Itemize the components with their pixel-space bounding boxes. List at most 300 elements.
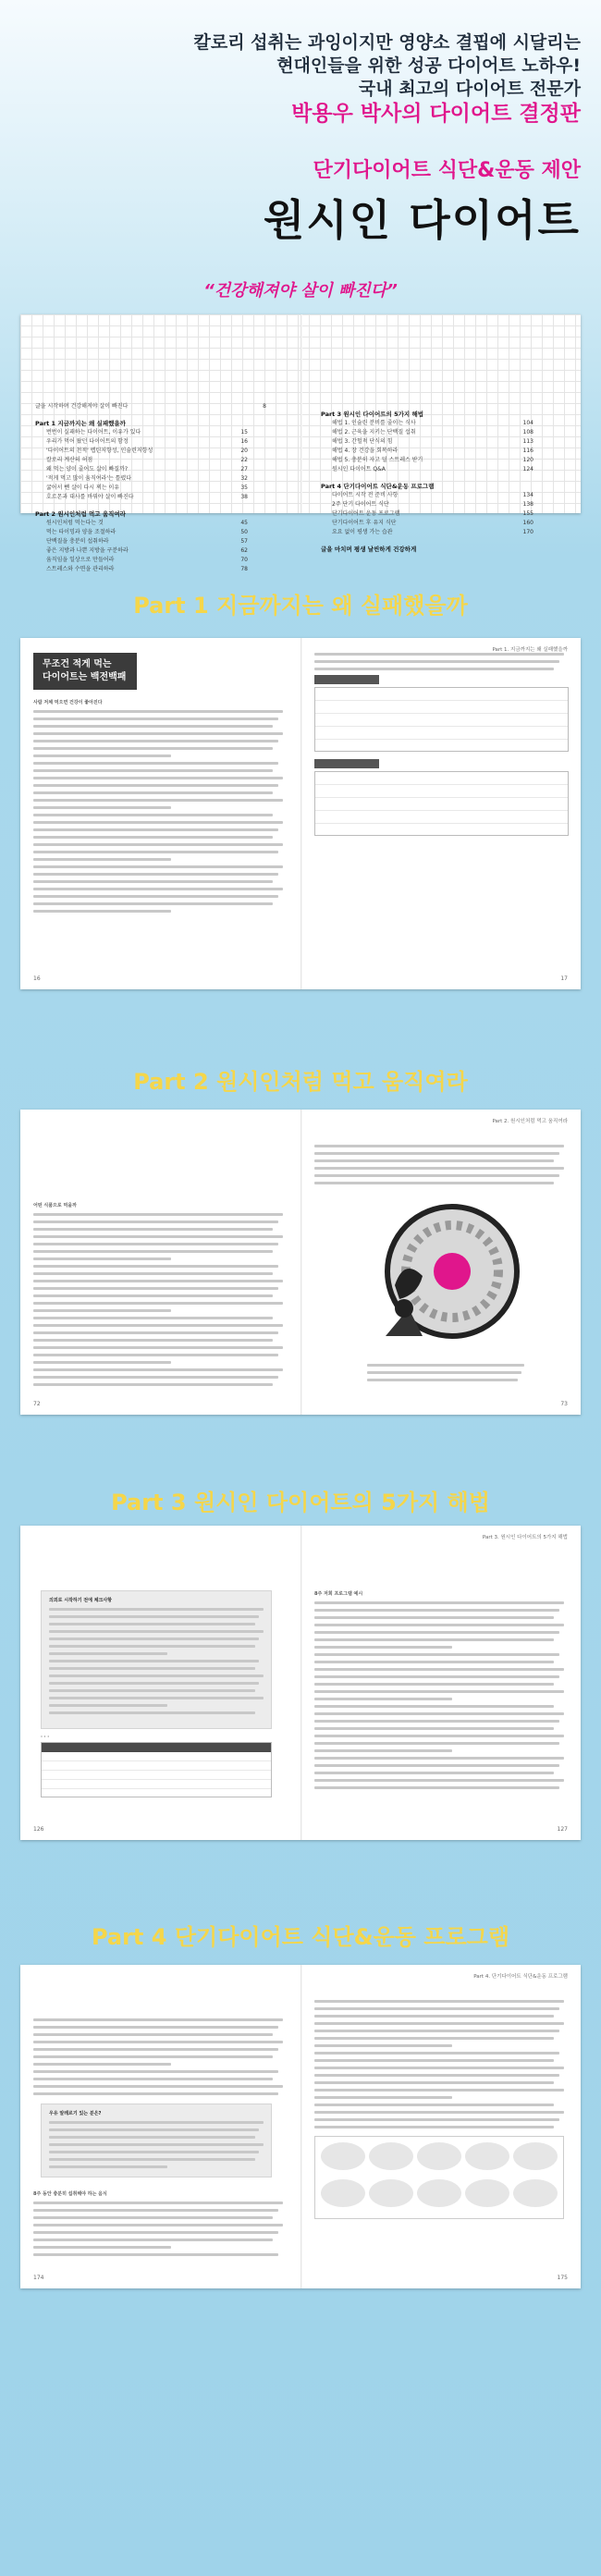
text-line: [33, 1317, 273, 1319]
text-line: [314, 1727, 554, 1730]
text-line: [314, 1145, 564, 1147]
page-number-right: 73: [560, 1401, 568, 1407]
text-line: [33, 2202, 283, 2204]
text-line: [33, 2253, 278, 2256]
table-body: [41, 1742, 272, 1797]
text-line: [314, 2044, 452, 2047]
text-line: [33, 1309, 171, 1312]
toc-entry: [321, 519, 534, 528]
food-icon: [417, 2179, 461, 2207]
text-line: [33, 2070, 278, 2073]
toc-entry-page: 108: [522, 429, 534, 435]
spread-4-left-text-bottom: [33, 2202, 283, 2261]
toc-entry-title: 해법 5. 충분히 자고 덜 스트레스 받기: [332, 457, 423, 463]
text-line: [33, 821, 283, 824]
part-2-label: Part 2: [133, 1069, 209, 1095]
toc-entry-title: 해법 2. 근육을 지키는 단백질 섭취: [332, 429, 416, 435]
text-line: [314, 1742, 559, 1745]
toc-entry: [35, 537, 248, 546]
text-line: [33, 2246, 171, 2249]
part-4-label: Part 4: [91, 1924, 167, 1950]
toc-entry-page: 78: [240, 566, 248, 572]
page-fold: [300, 1526, 302, 1840]
text-line: [49, 1630, 264, 1633]
spread-4-allergy-box: [41, 2104, 272, 2177]
text-line: [33, 2033, 273, 2036]
spread-1-banner: 무조건 적게 먹는 다이어트는 백전백패: [33, 653, 137, 690]
text-line: [33, 754, 171, 757]
text-line: [314, 2096, 452, 2099]
toc-sheet: [20, 314, 581, 572]
toc-entry: [321, 528, 534, 537]
text-line: [33, 888, 283, 890]
spread-4-runhead: Part 4. 단기다이어트 식단&운동 프로그램: [473, 1974, 568, 1980]
text-line: [49, 1689, 255, 1692]
toc-intro-title: 글을 시작하며 건강해져야 살이 빠진다: [35, 403, 129, 410]
text-line: [314, 1653, 559, 1656]
text-line: [314, 1698, 452, 1700]
text-line: [33, 1354, 278, 1356]
text-line: [367, 1379, 518, 1381]
text-line: [314, 1735, 564, 1737]
text-line: [33, 1383, 273, 1386]
text-line: [33, 1368, 283, 1371]
spread-2-left-text: [33, 1213, 283, 1391]
text-line: [33, 2239, 273, 2241]
table-block-1: [314, 687, 569, 752]
toc-entry-page: 124: [522, 466, 534, 472]
text-line: [314, 1749, 452, 1752]
allergy-box-title: 우유 알레르기 있는 분은?: [49, 2111, 102, 2116]
text-line: [33, 2041, 283, 2043]
spread-1-chart-table: [314, 675, 569, 841]
text-line: [33, 1324, 283, 1327]
text-line: [33, 1361, 171, 1364]
food-icon: [465, 2179, 509, 2207]
part-3-heading: [0, 1484, 601, 1516]
text-line: [314, 1764, 559, 1767]
toc-entry-title: 원시인처럼 먹는다는 것: [46, 520, 104, 526]
text-line: [314, 1683, 554, 1686]
part-2-heading: [0, 1063, 601, 1096]
text-line: [33, 806, 171, 809]
toc-entry: [35, 447, 248, 456]
part-2-title: 원시인처럼 먹고 움직여라: [216, 1069, 468, 1095]
toc-entry-title: 2주 단기 다이어트 식단: [332, 501, 389, 508]
text-line: [314, 1786, 559, 1789]
toc-entry: [35, 565, 248, 574]
spread-2: [20, 1110, 581, 1415]
spread-4-subheading: 8주 동안 충분히 섭취해야 하는 음식: [33, 2191, 107, 2197]
hero-section: [0, 0, 601, 277]
part-1-label: Part 1: [133, 593, 209, 619]
toc-entry-page: 62: [240, 547, 248, 554]
toc-entry-page: 113: [522, 438, 534, 445]
text-line: [33, 2078, 273, 2080]
text-line: [33, 1294, 273, 1297]
food-icon-grid: [314, 2136, 564, 2219]
food-icon: [321, 2142, 365, 2170]
text-line: [33, 902, 273, 905]
text-line: [314, 1705, 554, 1708]
hero-subtitle: 단기다이어트 식단&운동 제안: [313, 159, 581, 182]
page-number-right: 17: [560, 975, 568, 982]
toc-intro: [35, 402, 266, 411]
spread-1: [20, 638, 581, 989]
text-line: [33, 873, 278, 876]
toc-entry: [321, 437, 534, 447]
toc-entry-title: '다이어트의 천적' 렙틴저항성, 인슐린저항성: [46, 448, 153, 454]
toc-part-heading: Part 1 지금까지는 왜 실패했을까: [35, 420, 126, 427]
spread-3-checklist-box: [41, 1590, 272, 1729]
page-number-left: 174: [33, 2275, 44, 2281]
toc-entry: [321, 456, 534, 465]
toc-entry: [35, 519, 248, 528]
toc-entry-page: 35: [240, 485, 248, 491]
text-line: [33, 718, 278, 720]
toc-entry-page: 22: [240, 457, 248, 463]
text-line: [33, 762, 278, 765]
spread-3-right-text: [314, 1601, 564, 1794]
food-icon: [513, 2142, 558, 2170]
toc-entry-title: 단백질을 충분히 섭취하라: [46, 538, 109, 545]
text-line: [33, 858, 171, 861]
toc-entry: [35, 546, 248, 556]
text-line: [314, 2074, 559, 2077]
page-fold: [300, 1110, 302, 1415]
text-line: [314, 1675, 559, 1678]
text-line: [314, 2081, 554, 2084]
text-line: [33, 2224, 283, 2226]
text-line: [314, 2104, 554, 2106]
toc-entry-page: 120: [522, 457, 534, 463]
toc-entry-page: 27: [240, 466, 248, 472]
text-line: [33, 2216, 273, 2219]
toc-right-list: [321, 410, 570, 554]
text-line: [33, 2092, 278, 2095]
text-line: [33, 1257, 171, 1260]
spread-1-left-text: [33, 710, 283, 917]
food-icon: [513, 2179, 558, 2207]
toc-entry-title: 해법 3. 간헐적 단식의 힘: [332, 438, 393, 445]
page-number-left: 16: [33, 975, 41, 982]
hero-line-1: 칼로리 섭취는 과잉이지만 영양소 결핍에 시달리는: [193, 32, 581, 53]
text-line: [49, 1697, 264, 1699]
text-line: [314, 2030, 559, 2032]
toc-entry-page: 116: [522, 448, 534, 454]
toc-entry: [35, 493, 248, 502]
text-line: [314, 2111, 564, 2114]
text-line: [314, 2067, 564, 2069]
toc-entry-title: 왜 먹는 양이 줄어도 살이 빠질까?: [46, 466, 129, 472]
text-line: [33, 1302, 283, 1305]
toc-entry-page: 70: [240, 557, 248, 563]
text-line: [33, 1243, 278, 1245]
text-line: [33, 2018, 283, 2021]
text-line: [314, 1631, 559, 1634]
text-line: [314, 1638, 554, 1641]
text-line: [49, 1623, 255, 1625]
hamster-wheel-illustration: [367, 1197, 524, 1355]
text-line: [49, 1660, 259, 1662]
text-line: [33, 851, 278, 853]
allergy-box-text: [49, 2121, 264, 2173]
text-line: [33, 910, 171, 913]
text-line: [314, 653, 564, 656]
text-line: [314, 1646, 452, 1649]
toc-entry-page: 20: [240, 448, 248, 454]
text-line: [49, 1682, 259, 1685]
page-fold: [300, 638, 302, 989]
hero-quote: “건강해져야 살이 빠진다”: [203, 281, 398, 301]
toc-entry: [35, 474, 248, 484]
text-line: [33, 1213, 283, 1216]
text-line: [49, 2121, 264, 2124]
toc-entry-title: 호르몬과 대사를 바꿔야 살이 빠진다: [46, 494, 134, 500]
text-line: [314, 2037, 554, 2040]
toc-entry-page: 155: [522, 510, 534, 517]
page-number-right: 175: [557, 2275, 568, 2281]
text-line: [49, 1667, 255, 1670]
text-line: [314, 1712, 564, 1715]
spread-2-caption: [367, 1364, 524, 1386]
toc-entry-title: 단기다이어트 운동 프로그램: [332, 510, 400, 517]
text-line: [33, 1235, 283, 1238]
text-line: [314, 2118, 559, 2121]
spread-3: [20, 1526, 581, 1840]
text-line: [33, 814, 273, 816]
toc-entry: [35, 556, 248, 565]
part-4-title: 단기다이어트 식단&운동 프로그램: [174, 1924, 510, 1950]
toc-entry-page: 170: [522, 529, 534, 535]
text-line: [314, 1152, 559, 1155]
page-fold: [300, 314, 302, 513]
toc-part-heading: 글을 마치며 평생 날씬하게 건강하게: [321, 546, 417, 553]
text-line: [314, 1757, 564, 1760]
toc-entry-page: 15: [240, 429, 248, 435]
toc-entry: [321, 428, 534, 437]
text-line: [49, 1711, 255, 1714]
food-icon: [369, 2179, 413, 2207]
text-line: [33, 1339, 273, 1342]
text-line: [314, 1616, 554, 1619]
toc-entry-title: 해법 1. 인슐린 분비를 줄이는 식사: [332, 420, 416, 426]
text-line: [314, 660, 559, 663]
text-line: [33, 1280, 283, 1282]
text-line: [33, 2055, 273, 2058]
table-tag: · · ·: [41, 1735, 50, 1740]
toc-intro-page: 8: [263, 403, 266, 410]
toc-entry-title: 번번이 실패하는 다이어트, 이유가 있다: [46, 429, 141, 435]
spread-3-subheading: 8주 저희 프로그램 예시: [314, 1591, 363, 1597]
toc-entry: [35, 528, 248, 537]
text-line: [314, 2059, 554, 2062]
toc-entry-title: 우리가 먹어 왔던 다이어트의 함정: [46, 438, 129, 445]
text-line: [33, 725, 273, 728]
toc-entry: [321, 500, 534, 509]
toc-entry-title: 굶어서 뺀 살이 다시 찌는 이유: [46, 485, 120, 491]
spread-2-subheading: 어떤 식품으로 먹을까: [33, 1203, 77, 1208]
text-line: [314, 1609, 559, 1612]
toc-part-heading: Part 3 원시인 다이어트의 5가지 해법: [321, 411, 423, 418]
text-line: [33, 1265, 278, 1268]
text-line: [33, 732, 283, 735]
text-line: [33, 2209, 278, 2212]
hero-title: 원시인 다이어트: [263, 195, 581, 245]
text-line: [33, 2026, 278, 2029]
text-line: [33, 1346, 283, 1349]
toc-entry-title: 다이어트 시작 전 준비 사항: [332, 492, 399, 498]
toc-entry-title: '적게 먹고 많이 움직여라'는 틀렸다: [46, 475, 132, 482]
text-line: [49, 2158, 255, 2161]
text-line: [314, 2000, 564, 2003]
text-line: [33, 777, 283, 779]
text-line: [314, 2007, 559, 2010]
part-3-title: 원시인 다이어트의 5가지 해법: [193, 1490, 490, 1515]
text-line: [33, 2048, 278, 2051]
toc-entry-page: 134: [522, 492, 534, 498]
text-line: [33, 895, 278, 898]
toc-entry-page: 138: [522, 501, 534, 508]
spread-1-right-text: [314, 653, 564, 675]
text-line: [367, 1371, 521, 1374]
toc-entry-page: 57: [240, 538, 248, 545]
checklist-box-text: [49, 1608, 264, 1719]
toc-entry: [321, 419, 534, 428]
text-line: [367, 1364, 524, 1367]
toc-entry: [35, 484, 248, 493]
toc-entry-page: 160: [522, 520, 534, 526]
text-line: [314, 2126, 554, 2128]
page-fold: [300, 1965, 302, 2288]
text-line: [49, 1674, 264, 1677]
text-line: [49, 2128, 259, 2131]
toc-left: [35, 402, 285, 574]
text-line: [314, 2022, 564, 2025]
text-line: [49, 1615, 259, 1618]
toc-part-heading: Part 2 원시인처럼 먹고 움직여라: [35, 510, 126, 518]
toc-left-list: [35, 419, 285, 574]
text-line: [314, 2089, 564, 2091]
checklist-box-title: 의외로 시작하기 전에 체크사항: [49, 1598, 113, 1603]
toc-entry: [321, 509, 534, 519]
hero-line-3: 국내 최고의 다이어트 전문가: [358, 79, 581, 99]
spread-2-runhead: Part 2. 원시인처럼 먹고 움직여라: [492, 1119, 568, 1124]
text-line: [49, 2136, 255, 2139]
toc-entry: [321, 465, 534, 474]
toc-entry: [35, 437, 248, 447]
text-line: [49, 1645, 255, 1648]
text-line: [33, 2063, 171, 2066]
spread-3-runhead: Part 3. 원시인 다이어트의 5가지 해법: [482, 1535, 568, 1540]
toc-entry-page: 45: [240, 520, 248, 526]
text-line: [33, 1331, 278, 1334]
text-line: [33, 791, 273, 794]
food-icon: [369, 2142, 413, 2170]
text-line: [314, 1159, 554, 1162]
text-line: [33, 710, 283, 713]
text-line: [33, 2231, 278, 2234]
table-header-tag: [314, 675, 379, 684]
part-4-heading: [0, 1919, 601, 1951]
text-line: [314, 2015, 554, 2018]
food-icon: [417, 2142, 461, 2170]
text-line: [33, 747, 273, 750]
text-line: [49, 2151, 259, 2153]
text-line: [314, 1601, 564, 1604]
text-line: [33, 1221, 278, 1223]
toc-entry: [35, 456, 248, 465]
text-line: [49, 2165, 167, 2168]
text-line: [314, 668, 554, 670]
toc-right: [321, 402, 570, 554]
text-line: [314, 2052, 559, 2055]
spread-2-right-text: [314, 1145, 564, 1189]
spread-1-subheading: 사람 저체 먹으면 건강이 좋아진다: [33, 700, 103, 705]
toc-part-heading: Part 4 단기다이어트 식단&운동 프로그램: [321, 483, 435, 490]
text-line: [33, 828, 278, 831]
text-line: [33, 880, 273, 883]
page-number-left: 72: [33, 1401, 41, 1407]
toc-entry-title: 좋은 지방과 나쁜 지방을 구분하라: [46, 547, 129, 554]
hero-line-2: 현대인들을 위한 성공 다이어트 노하우!: [276, 55, 581, 76]
toc-entry-title: 스트레스와 수면을 관리하라: [46, 566, 115, 572]
table-header-tag: [314, 759, 379, 768]
toc-entry-title: 움직임을 일상으로 만들어라: [46, 557, 115, 563]
toc-entry: [35, 428, 248, 437]
text-line: [33, 799, 283, 802]
text-line: [314, 1668, 564, 1671]
text-line: [314, 1167, 564, 1170]
toc-entry: [35, 465, 248, 474]
toc-entry-title: 요요 없이 평생 가는 습관: [332, 529, 393, 535]
text-line: [49, 1608, 264, 1611]
toc-entry: [321, 447, 534, 456]
table-header-row: [42, 1743, 271, 1752]
text-line: [33, 2085, 283, 2088]
text-line: [33, 865, 283, 868]
text-line: [314, 1690, 564, 1693]
text-line: [49, 1704, 167, 1707]
text-line: [33, 836, 273, 839]
text-line: [49, 2143, 264, 2146]
text-line: [49, 1638, 259, 1640]
part-1-title: 지금까지는 왜 실패했을까: [216, 593, 468, 619]
part-3-label: Part 3: [111, 1490, 187, 1515]
text-line: [33, 1228, 273, 1231]
text-line: [314, 1772, 554, 1774]
page-number-left: 126: [33, 1826, 44, 1833]
spread-1-runhead: Part 1. 지금까지는 왜 실패했을까: [492, 647, 568, 653]
text-line: [33, 784, 278, 787]
spread-4-right-text: [314, 2000, 564, 2133]
text-line: [49, 1652, 167, 1655]
part-1-heading: [0, 587, 601, 619]
text-line: [314, 1779, 564, 1782]
text-line: [33, 843, 283, 846]
toc-entry-page: 32: [240, 475, 248, 482]
text-line: [314, 1661, 554, 1663]
toc-entry-page: 50: [240, 529, 248, 535]
toc-entry: [321, 491, 534, 500]
toc-entry-title: 먹는 타이밍과 양을 조절하라: [46, 529, 117, 535]
toc-entry-page: 38: [240, 494, 248, 500]
page-number-right: 127: [557, 1826, 568, 1833]
toc-entry-page: 104: [522, 420, 534, 426]
text-line: [33, 1287, 278, 1290]
toc-entry-title: 해법 4. 장 건강을 회복하라: [332, 448, 399, 454]
text-line: [33, 1250, 273, 1253]
